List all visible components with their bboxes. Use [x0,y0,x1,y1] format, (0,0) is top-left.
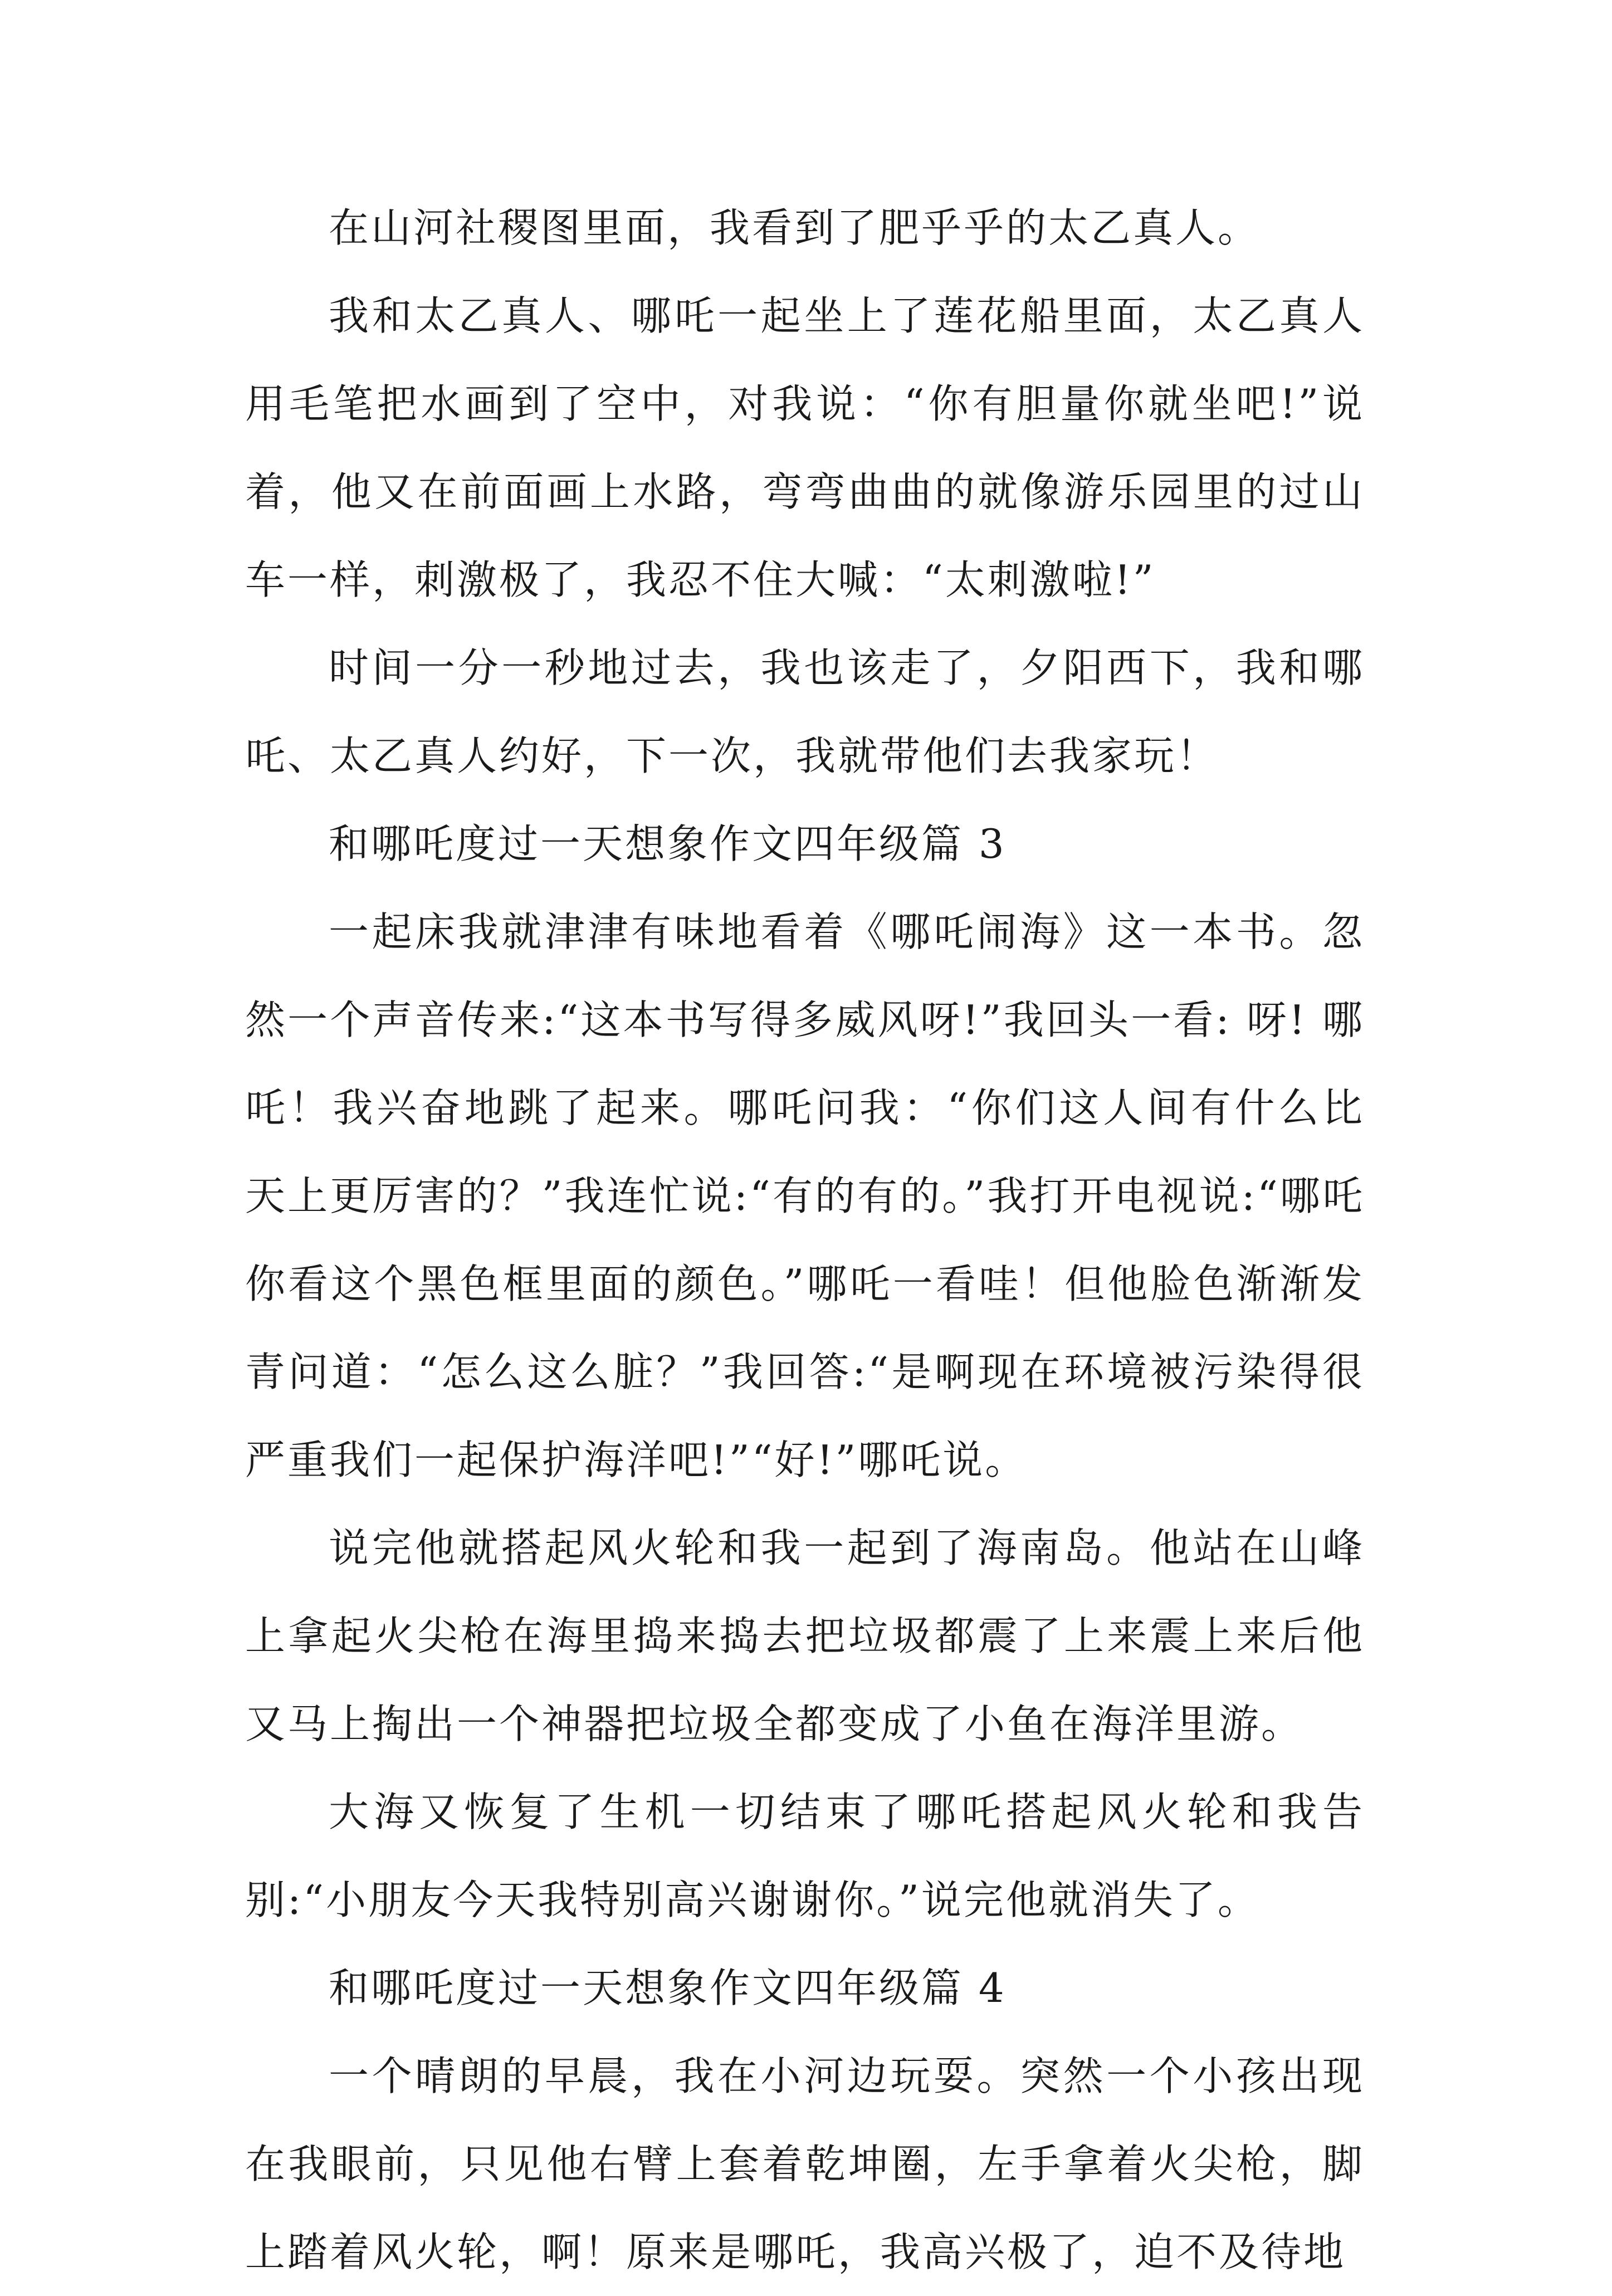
paragraph-2: 我和太乙真人、哪吒一起坐上了莲花船里面，太乙真人用毛笔把水画到了空中，对我说：“你有胆量你就坐吧!”说着，他又在前面画上水路，弯弯曲曲的就像游乐园里的过山车一样，刺激极了，我忍不住大喊：“太刺激啦!” [245,292,1365,603]
paragraph-6: 大海又恢复了生机一切结束了哪吒搭起风火轮和我告别:“小朋友今天我特别高兴谢谢你。”说完他就消失了。 [245,1789,1365,1923]
paragraph-3: 时间一分一秒地过去，我也该走了，夕阳西下，我和哪吒、太乙真人约好，下一次，我就带他们去我家玩！ [245,644,1365,779]
paragraph-7: 一个晴朗的早晨，我在小河边玩耍。突然一个小孩出现在我眼前，只见他右臂上套着乾坤圈，左手拿着火尖枪，脚上踏着风火轮，啊！原来是哪吒，我高兴极了，迫不及待地 [245,2053,1365,2275]
section-heading-3: 和哪吒度过一天想象作文四年级篇 3 [329,820,1007,867]
paragraph-5: 说完他就搭起风火轮和我一起到了海南岛。他站在山峰上拿起火尖枪在海里捣来捣去把垃圾都震了上来震上来后他又马上掏出一个神器把垃圾全都变成了小鱼在海洋里游。 [245,1525,1365,1747]
section-heading-4: 和哪吒度过一天想象作文四年级篇 4 [329,1965,1007,2011]
paragraph-4: 一起床我就津津有味地看着《哪吒闹海》这一本书。忽然一个声音传来:“这本书写得多威风呀!”我回头一看: 呀! 哪吒！我兴奋地跳了起来。哪吒问我：“你们这人间有什么比天上更厉害的？”我连忙说:“有的有的。”我打开电视说:“哪吒你看这个黑色框里面的颜色。”哪吒一看哇！但他脸色渐渐发青问道：“怎么这么脏？”我回答:“是啊现在环境被污染得很严重我们一起保护海洋吧!”“好!”哪吒说。 [245,908,1365,1483]
paragraph-1: 在山河社稷图里面，我看到了肥乎乎的太乙真人。 [329,204,1261,251]
document-body [245,184,1365,2296]
